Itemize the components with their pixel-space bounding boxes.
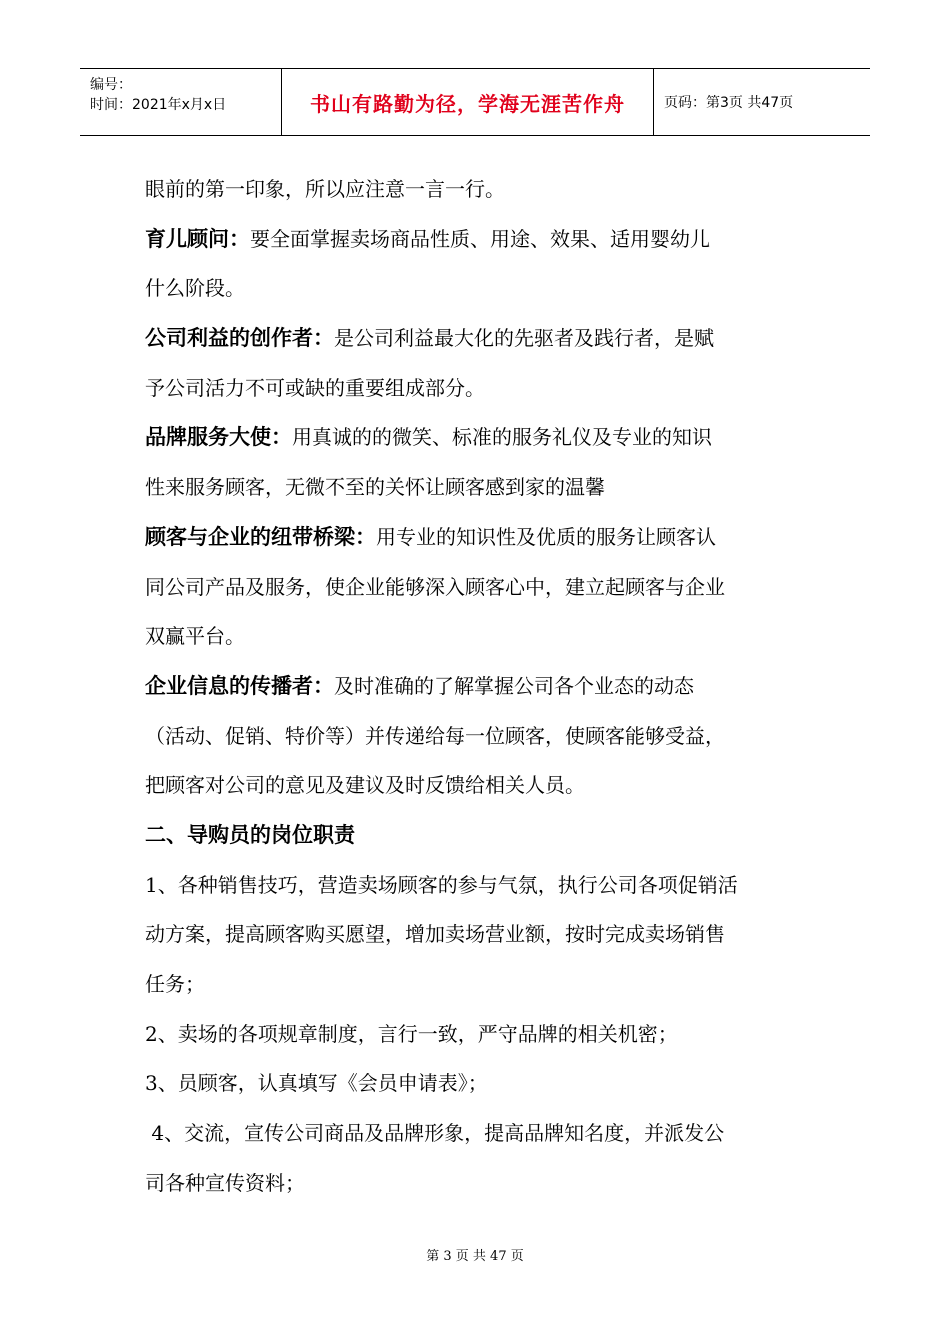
section-heading: 二、导购员的岗位职责 <box>145 822 355 847</box>
role-term: 顾客与企业的纽带桥梁： <box>145 524 376 549</box>
role-description: 用专业的知识性及优质的服务让顾客认 <box>376 524 716 549</box>
role-description: 是公司利益最大化的先驱者及践行者，是赋 <box>334 326 714 351</box>
paragraph-line <box>145 215 810 265</box>
page-header <box>80 68 870 136</box>
role-description: 要全面掌握卖场商品性质、用途、效果、适用婴幼儿 <box>250 226 710 251</box>
paragraph-line <box>145 314 810 364</box>
list-item-line: 2、卖场的各项规章制度，言行一致，严守品牌的相关机密； <box>145 1021 678 1046</box>
paragraph-line <box>145 513 810 563</box>
paragraph-line <box>145 662 810 712</box>
document-time-label: 时间：2021年x月x日 <box>90 97 227 113</box>
page-footer: 第 3 页 共 47 页 <box>426 1249 524 1264</box>
paragraph-line: 什么阶段。 <box>145 276 245 301</box>
list-item-line: 动方案，提高顾客购买愿望，增加卖场营业额，按时完成卖场销售 <box>145 922 725 947</box>
role-term: 企业信息的传播者： <box>145 673 334 698</box>
list-item-line: 4、交流，宣传公司商品及品牌形象，提高品牌知名度，并派发公 <box>145 1121 725 1146</box>
role-term: 品牌服务大使： <box>145 425 292 450</box>
list-item-line: 1、各种销售技巧，营造卖场顾客的参与气氛，执行公司各项促销活 <box>145 872 738 897</box>
paragraph-line <box>145 413 810 463</box>
header-motto: 书山有路勤为径，学海无涯苦作舟 <box>282 69 654 135</box>
paragraph-line: 性来服务顾客，无微不至的关怀让顾客感到家的温馨 <box>145 475 605 500</box>
list-item-line: 任务； <box>145 972 205 996</box>
document-body <box>145 165 810 1208</box>
header-meta <box>80 69 282 135</box>
list-item-line: 司各种宣传资料； <box>145 1170 305 1195</box>
paragraph-line: 把顾客对公司的意见及建议及时反馈给相关人员。 <box>145 773 585 798</box>
paragraph-line: 予公司活力不可或缺的重要组成部分。 <box>145 375 485 400</box>
paragraph-line: 双赢平台。 <box>145 624 245 649</box>
header-page-info: 页码：第3页 共47页 <box>664 95 794 111</box>
paragraph-line: 同公司产品及服务，使企业能够深入顾客心中，建立起顾客与企业 <box>145 574 725 599</box>
role-term: 公司利益的创作者： <box>145 326 334 351</box>
role-description: 及时准确的了解掌握公司各个业态的动态 <box>334 673 694 698</box>
role-term: 育儿顾问： <box>145 226 250 251</box>
role-description: 用真诚的的微笑、标准的服务礼仪及专业的知识 <box>292 425 712 450</box>
list-item-line: 3、员顾客，认真填写《会员申请表》； <box>145 1071 488 1096</box>
paragraph-line: （活动、促销、特价等）并传递给每一位顾客，使顾客能够受益， <box>145 723 725 748</box>
document-number-label: 编号： <box>90 77 132 93</box>
paragraph-line: 眼前的第一印象，所以应注意一言一行。 <box>145 177 505 201</box>
